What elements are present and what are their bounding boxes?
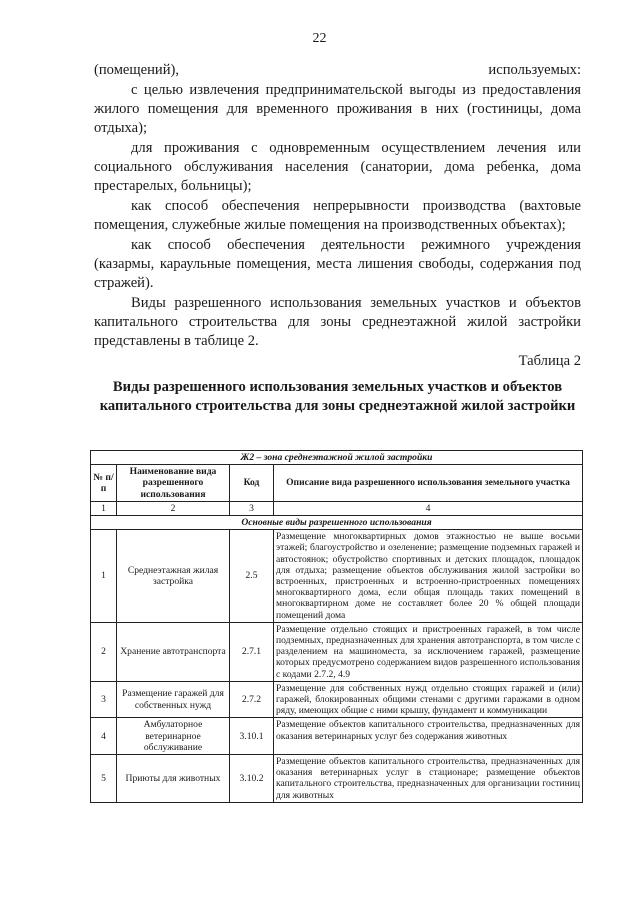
table-row (91, 718, 583, 755)
row-name: Среднеэтажная жилая застройка (117, 530, 230, 623)
column-number: 1 (91, 501, 117, 515)
row-name: Приюты для животных (117, 755, 230, 803)
zone-title: Ж2 – зона среднеэтажной жилой застройки (91, 451, 583, 465)
paragraph-5: как способ обеспечения деятельности режимного учреждения (казармы, караульные помещения, места лишения свободы, содержания под стражей). (94, 237, 581, 291)
row-code: 2.7.2 (230, 681, 274, 718)
row-code: 2.7.1 (230, 622, 274, 681)
row-description: Размещение многоквартирных домов этажностью не выше восьми этажей; благоустройство и озеленение; размещение подземных гаражей и автостоянок; обустройство спортивных и детских площадок, площадок для отдыха; размещение объектов обслуживания жилой застройки во встроенных, пристроенных и встроенно-пристроенных помещениях многоквартирного дома, если общая площадь таких помещений в многоквартирном доме не составляет более 20 % общей площади помещений дома (274, 530, 583, 623)
table-title: Виды разрешенного использования земельных участков и объектов капитального строительства для зоны среднеэтажной жилой застройки (99, 379, 576, 414)
table-row (91, 622, 583, 681)
zone-title-row (91, 451, 583, 465)
table-row (91, 755, 583, 803)
paragraph-2: с целью извлечения предпринимательской выгоды из предоставления жилого помещения для временного проживания в них (гостиницы, дома отдыха); (94, 82, 581, 136)
row-name: Хранение автотранспорта (117, 622, 230, 681)
body-text (94, 61, 581, 372)
row-num: 1 (91, 530, 117, 623)
row-code: 2.5 (230, 530, 274, 623)
column-number: 4 (274, 501, 583, 515)
header-code: Код (230, 465, 274, 502)
page-number: 22 (312, 31, 327, 46)
row-description: Размещение объектов капитального строительства, предназначенных для оказания ветеринарных услуг в стационаре; размещение объектов капитального строительства, предназначенных для организации гостиниц для животных (274, 755, 583, 803)
row-code: 3.10.2 (230, 755, 274, 803)
paragraph-1: (помещений), используемых: (94, 62, 581, 78)
row-name: Амбулаторное ветеринарное обслуживание (117, 718, 230, 755)
row-description: Размещение объектов капитального строительства, предназначенных для оказания ветеринарных услуг без содержания животных (274, 718, 583, 755)
column-number: 3 (230, 501, 274, 515)
section-row (91, 516, 583, 530)
header-num: № п/п (91, 465, 117, 502)
land-use-table (90, 450, 583, 803)
paragraph-3: для проживания с одновременным осуществлением лечения или социального обслуживания населения (санатории, дома ребенка, дома престарелых, больницы); (94, 140, 581, 194)
row-code: 3.10.1 (230, 718, 274, 755)
column-number-row (91, 501, 583, 515)
row-description: Размещение для собственных нужд отдельно стоящих гаражей и (или) гаражей, блокированных общими стенами с другими гаражами в одном ряду, имеющих общие с ними крышу, фундамент и коммуникации (274, 681, 583, 718)
row-num: 4 (91, 718, 117, 755)
header-description: Описание вида разрешенного использования земельного участка (274, 465, 583, 502)
header-row (91, 465, 583, 502)
row-num: 3 (91, 681, 117, 718)
table-row (91, 530, 583, 623)
paragraph-6: Виды разрешенного использования земельных участков и объектов капитального строительства для зоны среднеэтажной жилой застройки представлены в таблице 2. (94, 295, 581, 349)
column-number: 2 (117, 501, 230, 515)
row-num: 5 (91, 755, 117, 803)
table-row (91, 681, 583, 718)
header-name: Наименование вида разрешенного использования (117, 465, 230, 502)
row-name: Размещение гаражей для собственных нужд (117, 681, 230, 718)
row-description: Размещение отдельно стоящих и пристроенных гаражей, в том числе подземных, предназначенных для хранения автотранспорта, в том числе с разделением на машиноместа, за исключением гаражей, размещение которых предусмотрено содержанием видов разрешенного использования с кодами 2.7.2, 4.9 (274, 622, 583, 681)
section-title: Основные виды разрешенного использования (91, 516, 583, 530)
table-label: Таблица 2 (518, 353, 581, 369)
paragraph-4: как способ обеспечения непрерывности производства (вахтовые помещения, служебные жилые помещения на производственных объектах); (94, 198, 581, 233)
row-num: 2 (91, 622, 117, 681)
